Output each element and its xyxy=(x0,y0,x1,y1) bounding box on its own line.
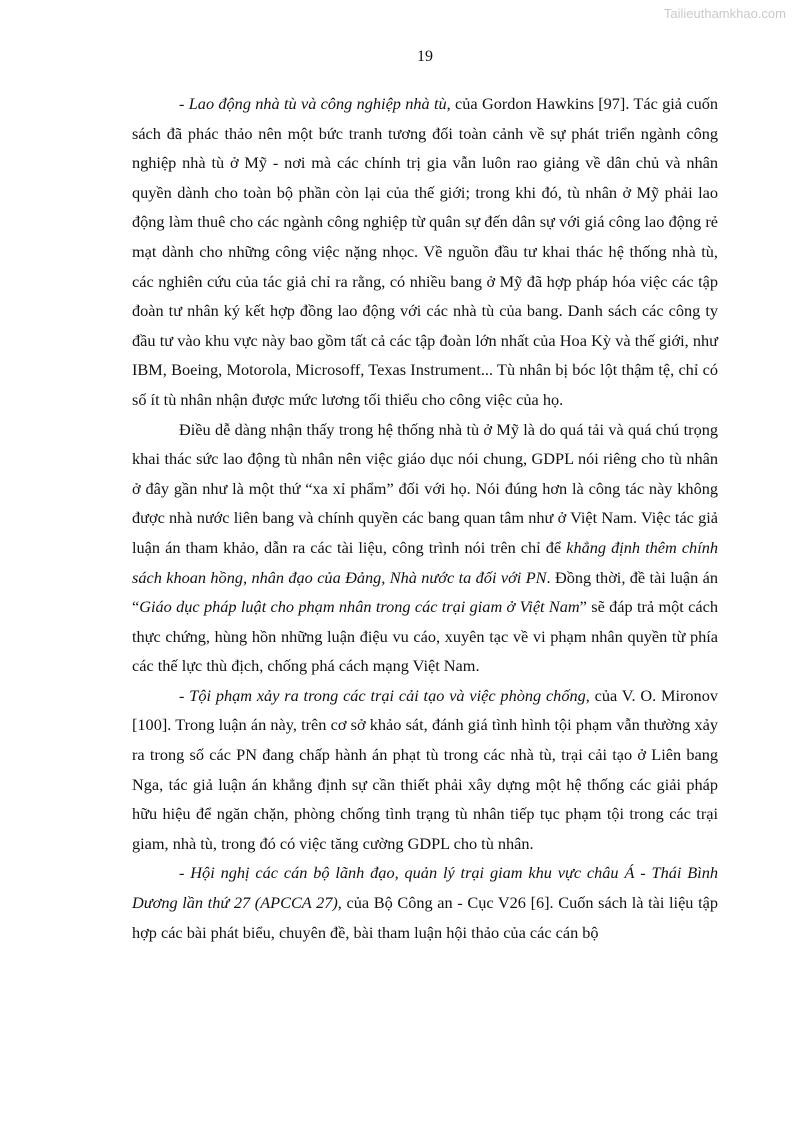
paragraph-analysis xyxy=(132,415,718,681)
watermark-text: Tailieuthamkhao.com xyxy=(663,6,786,21)
paragraph-text: , của Bộ Công an - Cục V26 [6]. Cuốn sách là tài liệu tập hợp các bài phát biểu, chuyên đề, bài tham luận hội thảo của các cán bộ xyxy=(132,893,718,942)
paragraph-apcca xyxy=(132,858,718,947)
paragraph-text: ” sẽ đáp trả một cách thực chứng, hùng hồn những luận điệu vu cáo, xuyên tạc về vi phạm nhân quyền từ phía các thế lực thù địch, chống phá cách mạng Việt Nam. xyxy=(132,597,718,676)
reference-title: Tội phạm xảy ra trong các trại cải tạo và việc phòng chống xyxy=(189,685,586,705)
page-number: 19 xyxy=(417,48,433,65)
reference-title: Hội nghị các cán bộ lãnh đạo, quản lý trại giam khu vực châu Á - Thái Bình Dương lần thứ 27 (APCCA 27) xyxy=(132,863,719,913)
reference-title: Lao động nhà tù và công nghiệp nhà tù xyxy=(188,94,447,113)
paragraph-text: , của Gordon Hawkins [97]. Tác giả cuốn sách đã phác thảo nên một bức tranh tương đối toàn cảnh về sự phát triển ngành công nghiệp nhà tù ở Mỹ - nơi mà các chính trị gia vẫn luôn rao giảng về dân chủ và nhân quyền dành cho toàn bộ phần còn lại của thế giới; trong khi đó, tù nhân ở Mỹ phải lao động làm thuê cho các ngành công nghiệp từ quân sự đến dân sự với giá công lao động rẻ mạt dành cho những công việc nặng nhọc. Về nguồn đầu tư khai thác hệ thống nhà tù, các nghiên cứu của tác giả chỉ ra rằng, có nhiều bang ở Mỹ đã hợp pháp hóa việc các tập đoàn tư nhân ký kết hợp đồng lao động với các nhà tù của bang. Danh sách các công ty đầu tư vào khu vực này bao gồm tất cả các tập đoàn lớn nhất của Hoa Kỳ và thế giới, như IBM, Boeing, Motorola, Microsoff, Texas Instrument... Tù nhân bị bóc lột thậm tệ, chỉ có số ít tù nhân nhận được mức lương tối thiểu cho công việc của họ. xyxy=(132,94,718,409)
dash-lead: - xyxy=(179,94,189,113)
paragraph-mironov xyxy=(132,681,718,859)
paragraph-text: . Đồng thời, đề tài luận án “ xyxy=(132,567,719,617)
document-body xyxy=(132,89,718,947)
paragraph-text: , của V. O. Mironov [100]. Trong luận án này, trên cơ sở khảo sát, đánh giá tình hình tội phạm vẫn thường xảy ra trong số các PN đang chấp hành án phạt tù trong các nhà tù, trại cải tạo ở Liên bang Nga, tác giả luận án khẳng định sự cần thiết phải xây dựng một hệ thống các giải pháp hữu hiệu để ngăn chặn, phòng chống tình trạng tù nhân tiếp tục phạm tội trong các trại giam, nhà tù, trong đó có việc tăng cường GDPL cho tù nhân. xyxy=(132,685,718,853)
thesis-title: Giáo dục pháp luật cho phạm nhân trong các trại giam ở Việt Nam xyxy=(139,597,580,617)
paragraph-hawkins xyxy=(132,89,718,415)
dash-lead: - xyxy=(179,863,191,883)
dash-lead: - xyxy=(179,685,190,705)
paragraph-text: Điều dễ dàng nhận thấy trong hệ thống nhà tù ở Mỹ là do quá tải và quá chú trọng khai thác sức lao động tù nhân nên việc giáo dục nói chung, GDPL nói riêng cho tù nhân ở đây gần như là một thứ “xa xỉ phẩm” đối với họ. Nói đúng hơn là công tác này không được nhà nước liên bang và chính quyền các bang quan tâm như ở Việt Nam. Việc tác giả luận án tham khảo, dẫn ra các tài liệu, công trình nói trên chỉ để xyxy=(132,419,718,557)
emphasis-text: khẳng định thêm chính sách khoan hồng, nhân đạo của Đảng, Nhà nước ta đối với PN xyxy=(132,537,719,587)
